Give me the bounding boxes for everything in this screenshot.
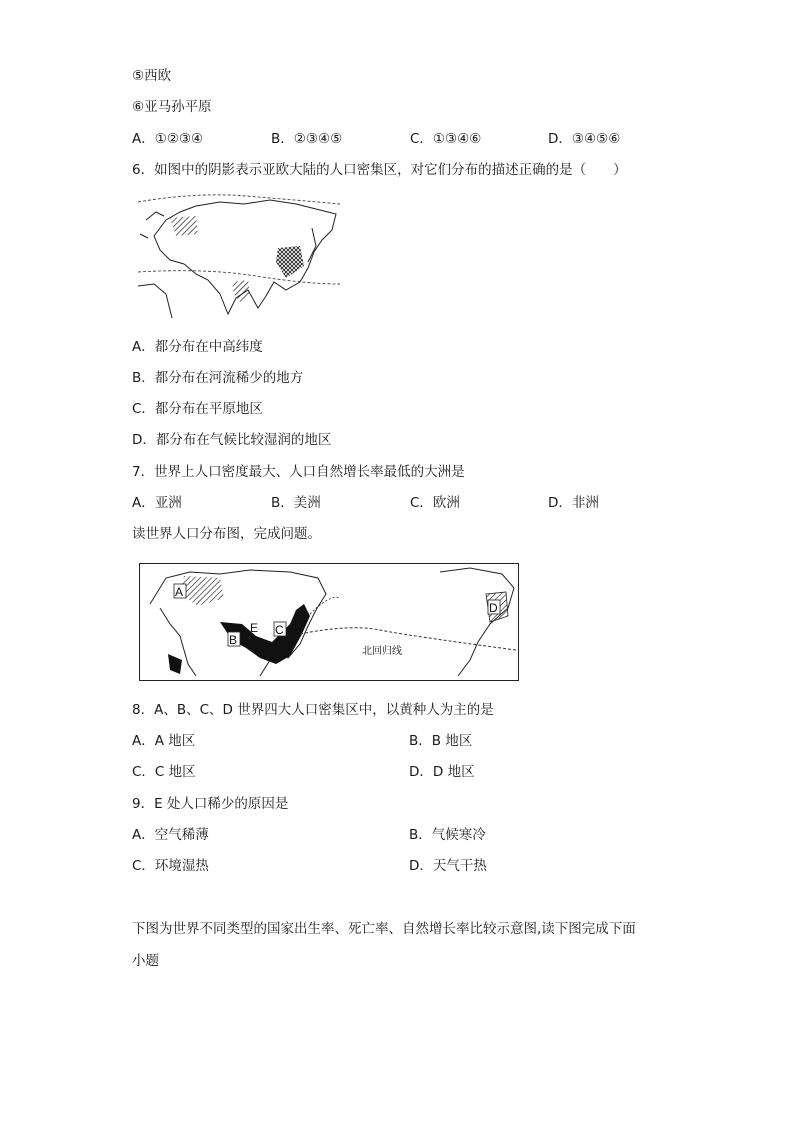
label-b: B <box>229 633 238 647</box>
world-population-map <box>139 563 519 681</box>
q8-option-d: D．D 地区 <box>409 764 475 780</box>
q7-option-b: B．美洲 <box>271 495 321 511</box>
q9-option-a: A．空气稀薄 <box>132 827 209 843</box>
list-item-amazon-plain: ⑥亚马孙平原 <box>132 99 212 115</box>
q9-option-d: D．天气干热 <box>409 858 487 874</box>
label-c: C <box>275 623 284 637</box>
q5-option-a: A．①②③④ <box>132 131 204 147</box>
q8-option-c: C．C 地区 <box>132 764 196 780</box>
q7-option-c: C．欧洲 <box>410 495 460 511</box>
q6-option-c: C．都分布在平原地区 <box>132 401 263 417</box>
q9-stem: 9．E 处人口稀少的原因是 <box>132 796 289 812</box>
q6-option-a: A．都分布在中高纬度 <box>132 339 263 355</box>
list-item-western-europe: ⑤西欧 <box>132 68 172 84</box>
q5-option-b: B．②③④⑤ <box>271 131 343 147</box>
south-asia-dense-area <box>232 280 250 302</box>
q9-option-b: B．气候寒冷 <box>409 827 486 843</box>
label-e: E <box>250 621 259 635</box>
q8-option-a: A．A 地区 <box>132 733 196 749</box>
chart-intro-line-1: 下图为世界不同类型的国家出生率、死亡率、自然增长率比较示意图,读下图完成下面 <box>132 921 636 937</box>
europe-dense-area <box>170 216 198 236</box>
q7-option-d: D．非洲 <box>548 495 599 511</box>
eurasia-population-map <box>136 190 342 320</box>
label-d: D <box>489 601 498 615</box>
q8-option-b: B．B 地区 <box>409 733 473 749</box>
east-asia-dense-area <box>276 246 304 278</box>
q7-option-a: A．亚洲 <box>132 495 182 511</box>
chart-intro-line-2: 小题 <box>132 953 159 969</box>
q6-stem: 6．如图中的阴影表示亚欧大陆的人口密集区，对它们分布的描述正确的是（ ） <box>132 162 627 178</box>
label-a: A <box>175 585 184 599</box>
q5-option-c: C．①③④⑥ <box>410 131 482 147</box>
tropic-of-cancer-label: 北回归线 <box>362 646 402 657</box>
q6-option-b: B．都分布在河流稀少的地方 <box>132 370 304 386</box>
map-intro: 读世界人口分布图，完成问题。 <box>132 526 321 542</box>
q6-option-d: D．都分布在气候比较湿润的地区 <box>132 432 332 448</box>
q7-stem: 7．世界上人口密度最大、人口自然增长率最低的大洲是 <box>132 464 465 480</box>
q8-stem: 8．A、B、C、D 世界四大人口密集区中，以黄种人为主的是 <box>132 702 494 718</box>
q9-option-c: C．环境湿热 <box>132 858 209 874</box>
q5-option-d: D．③④⑤⑥ <box>548 131 621 147</box>
